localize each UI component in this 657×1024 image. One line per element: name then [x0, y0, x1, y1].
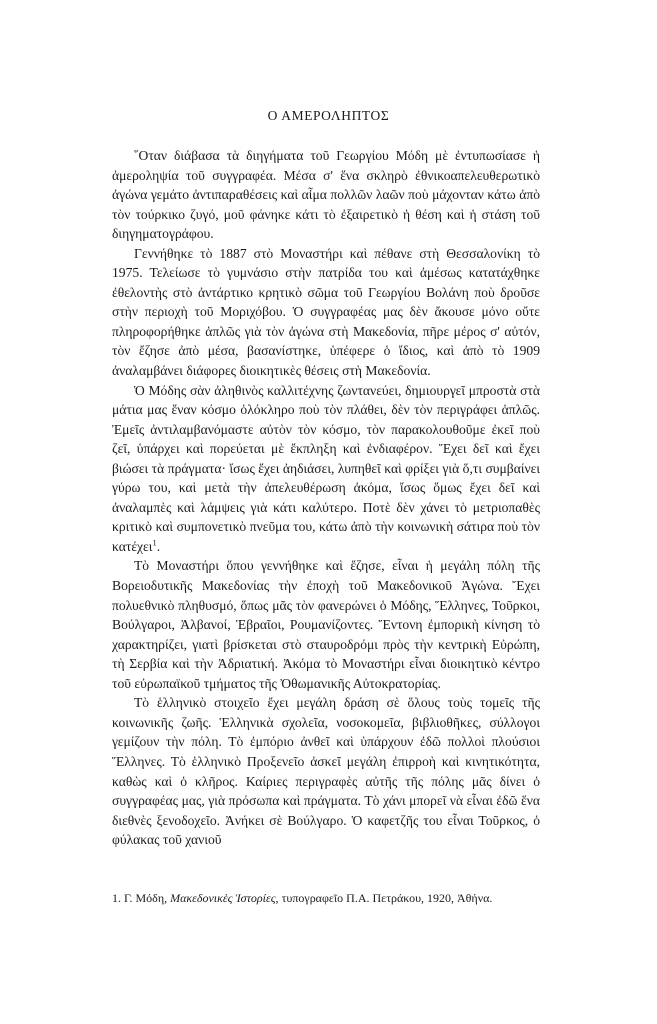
footnote-reference: 1 [152, 537, 157, 548]
footnote-publisher: τυπογραφεῖο Π.Α. Πετράκου, 1920, Ἀθήνα. [281, 891, 493, 905]
body-text [112, 146, 540, 850]
paragraph-3-text: Ὁ Μόδης σὰν ἀληθινὸς καλλιτέχνης ζωντανεύει, δημιουργεῖ μπροστὰ στὰ μάτια μας ἕναν κόσμο ὁλόκληρο ποὺ τὸν πλάθει, δὲν τὸν περιγράφει ἁπλῶς. Ἐμεῖς ἀντιλαμβανόμαστε αὐτὸν τὸν κόσμο, τὸν παρακολουθοῦμε ἐκεῖ ποὺ ζεῖ, ὑπάρχει καὶ πορεύεται μὲ ἔκπληξη καὶ ἐνδιαφέρον. Ἔχει δεῖ καὶ ἔχει βιώσει τὰ πράγματα· ἴσως ἔχει ἀηδιάσει, λυπηθεῖ καὶ φρίξει γιὰ ὅ,τι συμβαίνει γύρω του, καὶ μετὰ τὴν ἀπελευθέρωση ἀκόμα, ἴσως ὅμως ἔχει δεῖ καὶ ἀναλαμπὲς καὶ λάμψεις γιὰ κάτι καλύτερο. Ποτὲ δὲν χάνει τὸ μετριοπαθὲς κριτικὸ καὶ συμπονετικὸ πνεῦμα του, κάτω ἀπὸ τὴν κοινωνικὴ σάτιρα ποὺ τὸν κατέχει [112, 382, 540, 554]
paragraph-4: Τὸ Μοναστήρι ὅπου γεννήθηκε καὶ ἔζησε, εἶναι ἡ μεγάλη πόλη τῆς Βορειοδυτικῆς Μακεδονίας τὴν ἐποχὴ τοῦ Μακεδονικοῦ Ἀγώνα. Ἔχει πολυεθνικὸ πληθυσμό, ὅπως μᾶς τὸν φανερώνει ὁ Μόδης, Ἕλληνες, Τοῦρκοι, Βούλγαροι, Ἀλβανοί, Ἑβραῖοι, Ρουμανίζοντες. Ἔντονη ἐμπορικὴ κίνηση τὸ χαρακτηρίζει, γιατὶ βρίσκεται στὸ σταυροδρόμι πρὸς τὴν κεντρικὴ Εὐρώπη, τὴ Σερβία καὶ τὴν Ἀδριατική. Ἀκόμα τὸ Μοναστήρι εἶναι διοικητικὸ κέντρο τοῦ εὐρωπαϊκοῦ τμήματος τῆς Ὀθωμανικῆς Αὐτοκρατορίας. [112, 558, 540, 691]
paragraph-5: Τὸ ἑλληνικὸ στοιχεῖο ἔχει μεγάλη δράση σὲ ὅλους τοὺς τομεῖς τῆς κοινωνικῆς ζωῆς. Ἑλληνικὰ σχολεῖα, νοσοκομεῖα, βιβλιοθῆκες, σύλλογοι γεμίζουν τὴν πόλη. Τὸ ἐμπόριο ἀνθεῖ καὶ ὑπάρχουν ἐδῶ πολλοὶ πλούσιοι Ἕλληνες. Τὸ ἑλληνικὸ Προξενεῖο ἀσκεῖ μεγάλη ἐπιρροὴ καὶ κινητικότητα, καθὼς καὶ ὁ κλῆρος. Καίριες περιγραφὲς αὐτῆς τῆς πόλης μᾶς δίνει ὁ συγγραφέας μας, γιὰ πρόσωπα καὶ πράγματα. Τὸ χάνι μπορεῖ νὰ εἶναι ἐδῶ ἕνα διεθνὲς ξενοδοχεῖο. Ἀνήκει σὲ Βούλγαρο. Ὁ καφετζῆς του εἶναι Τοῦρκος, ὁ φύλακας τοῦ χανιοῦ [112, 695, 540, 848]
footnote-work-title: Μακεδονικὲς Ἱστορίες, [170, 891, 279, 905]
paragraph-1: ῞Οταν διάβασα τὰ διηγήματα τοῦ Γεωργίου Μόδη μὲ ἐντυπωσίασε ἡ ἀμεροληψία τοῦ συγγραφέα. Μέσα σ' ἕνα σκληρὸ ἐθνικοαπελευθερωτικὸ ἀγώνα γεμάτο ἀντιπαραθέσεις καὶ αἷμα πολλῶν λαῶν ποὺ μάχονταν κάτω ἀπὸ τὸν τούρκικο ζυγό, μοῦ φάνηκε κάτι τὸ ἐξαιρετικὸ ἡ θέση καὶ ἡ στάση τοῦ διηγηματογράφου. [112, 148, 540, 242]
footnote [112, 890, 552, 906]
paragraph-3 [112, 381, 540, 557]
paragraph-2: Γεννήθηκε τὸ 1887 στὸ Μοναστήρι καὶ πέθανε στὴ Θεσσαλονίκη τὸ 1975. Τελείωσε τὸ γυμνάσιο στὴν πατρίδα του καὶ ἀμέσως κατατάχθηκε ἐθελοντὴς στὸ ἀντάρτικο κρητικὸ σῶμα τοῦ Γεωργίου Βολάνη ποὺ δροῦσε στὴν περιοχὴ τοῦ Μοριχόβου. Ὁ συγγραφέας μας δὲν ἄκουσε μόνο οὔτε πληροφορήθηκε ἁπλῶς γιὰ τὸν ἀγώνα στὴ Μακεδονία, πῆρε μέρος σ' αὐτόν, τὸν ἔζησε ἀπὸ μέσα, βασανίστηκε, ὑπέφερε ὁ ἴδιος, καὶ ἀπὸ τὸ 1909 ἀναλαμβάνει διάφορες διοικητικὲς θέσεις στὴ Μακεδονία. [112, 245, 540, 379]
footnote-number: 1. [112, 891, 121, 905]
chapter-title: Ο ΑΜΕΡΟΛΗΠΤΟΣ [267, 108, 390, 123]
footnote-author: Γ. Μόδη, [124, 891, 168, 905]
paragraph-3-end: . [156, 538, 161, 554]
